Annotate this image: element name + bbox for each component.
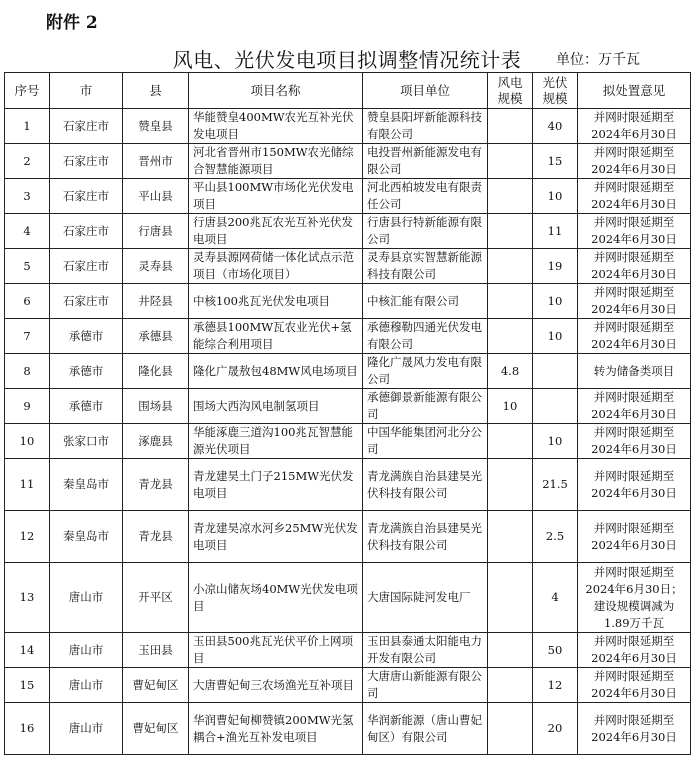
- cell-wind-scale: [488, 249, 533, 284]
- cell-city: 石家庄市: [50, 214, 123, 249]
- cell-wind-scale: [488, 459, 533, 511]
- cell-project-name: 青龙建昊土门子215MW光伏发电项目: [189, 459, 363, 511]
- cell-project-name: 青龙建昊凉水河乡25MW光伏发电项目: [189, 511, 363, 563]
- cell-county: 晋州市: [123, 144, 189, 179]
- cell-county: 开平区: [123, 563, 189, 633]
- header-opinion: 拟处置意见: [578, 73, 691, 109]
- page-title: 风电、光伏发电项目拟调整情况统计表: [172, 48, 522, 72]
- header-seq: 序号: [5, 73, 50, 109]
- cell-pv-scale: 4: [533, 563, 578, 633]
- cell-project-name: 华能涿鹿三道沟100兆瓦智慧能源光伏项目: [189, 424, 363, 459]
- cell-county: 行唐县: [123, 214, 189, 249]
- header-project-name: 项目名称: [189, 73, 363, 109]
- cell-seq: 13: [5, 563, 50, 633]
- cell-city: 唐山市: [50, 633, 123, 668]
- cell-city: 石家庄市: [50, 109, 123, 144]
- header-wind-scale: 风电规模: [488, 73, 533, 109]
- cell-project-name: 华润曹妃甸柳赞镇200MW光氢耦合+渔光互补发电项目: [189, 703, 363, 755]
- cell-pv-scale: 19: [533, 249, 578, 284]
- cell-county: 曹妃甸区: [123, 668, 189, 703]
- cell-opinion: 并网时限延期至2024年6月30日: [578, 668, 691, 703]
- cell-seq: 12: [5, 511, 50, 563]
- cell-seq: 7: [5, 319, 50, 354]
- cell-county: 玉田县: [123, 633, 189, 668]
- table-row: [5, 319, 691, 354]
- cell-project-unit: 中国华能集团河北分公司: [363, 424, 488, 459]
- cell-opinion: 并网时限延期至2024年6月30日: [578, 319, 691, 354]
- header-project-unit: 项目单位: [363, 73, 488, 109]
- cell-pv-scale: 40: [533, 109, 578, 144]
- cell-project-name: 河北省晋州市150MW农光储综合智慧能源项目: [189, 144, 363, 179]
- cell-project-unit: 灵寿县京实智慧新能源科技有限公司: [363, 249, 488, 284]
- cell-opinion: 并网时限延期至2024年6月30日；建设规模调减为1.89万千瓦: [578, 563, 691, 633]
- table-row: [5, 703, 691, 755]
- cell-opinion: 并网时限延期至2024年6月30日: [578, 284, 691, 319]
- table-header-row: [5, 73, 691, 109]
- table-row: [5, 144, 691, 179]
- cell-project-unit: 赞皇县阳坪新能源科技有限公司: [363, 109, 488, 144]
- cell-county: 赞皇县: [123, 109, 189, 144]
- cell-project-unit: 大唐国际陡河发电厂: [363, 563, 488, 633]
- cell-project-unit: 电投晋州新能源发电有限公司: [363, 144, 488, 179]
- cell-project-unit: 华润新能源（唐山曹妃甸区）有限公司: [363, 703, 488, 755]
- cell-county: 围场县: [123, 389, 189, 424]
- cell-pv-scale: 2.5: [533, 511, 578, 563]
- cell-wind-scale: [488, 633, 533, 668]
- cell-seq: 14: [5, 633, 50, 668]
- cell-opinion: 并网时限延期至2024年6月30日: [578, 179, 691, 214]
- cell-project-unit: 承德穆勒四通光伏发电有限公司: [363, 319, 488, 354]
- cell-wind-scale: [488, 563, 533, 633]
- cell-project-name: 华能赞皇400MW农光互补光伏发电项目: [189, 109, 363, 144]
- cell-project-unit: 行唐县行特新能源有限公司: [363, 214, 488, 249]
- cell-seq: 3: [5, 179, 50, 214]
- cell-project-unit: 大唐唐山新能源有限公司: [363, 668, 488, 703]
- table-row: [5, 424, 691, 459]
- attachment-label: 附件 2: [46, 13, 98, 33]
- cell-opinion: 并网时限延期至2024年6月30日: [578, 109, 691, 144]
- cell-city: 石家庄市: [50, 144, 123, 179]
- cell-opinion: 并网时限延期至2024年6月30日: [578, 633, 691, 668]
- cell-opinion: 并网时限延期至2024年6月30日: [578, 511, 691, 563]
- cell-opinion: 并网时限延期至2024年6月30日: [578, 703, 691, 755]
- statistics-table: [4, 72, 691, 755]
- cell-wind-scale: [488, 179, 533, 214]
- table-row: [5, 633, 691, 668]
- cell-city: 石家庄市: [50, 179, 123, 214]
- cell-pv-scale: 10: [533, 179, 578, 214]
- table-row: [5, 109, 691, 144]
- table-row: [5, 284, 691, 319]
- table-row: [5, 249, 691, 284]
- cell-project-unit: 河北西柏坡发电有限责任公司: [363, 179, 488, 214]
- cell-pv-scale: 20: [533, 703, 578, 755]
- cell-pv-scale: [533, 354, 578, 389]
- cell-county: 承德县: [123, 319, 189, 354]
- cell-county: 涿鹿县: [123, 424, 189, 459]
- cell-wind-scale: 4.8: [488, 354, 533, 389]
- cell-city: 石家庄市: [50, 284, 123, 319]
- cell-project-unit: 玉田县泰通太阳能电力开发有限公司: [363, 633, 488, 668]
- cell-opinion: 并网时限延期至2024年6月30日: [578, 459, 691, 511]
- header-county: 县: [123, 73, 189, 109]
- cell-project-name: 承德县100MW瓦农业光伏+氢能综合利用项目: [189, 319, 363, 354]
- cell-pv-scale: 21.5: [533, 459, 578, 511]
- cell-opinion: 并网时限延期至2024年6月30日: [578, 424, 691, 459]
- cell-opinion: 并网时限延期至2024年6月30日: [578, 144, 691, 179]
- cell-city: 唐山市: [50, 703, 123, 755]
- cell-seq: 9: [5, 389, 50, 424]
- table-row: [5, 214, 691, 249]
- cell-project-unit: 隆化广晟风力发电有限公司: [363, 354, 488, 389]
- cell-pv-scale: 10: [533, 319, 578, 354]
- cell-county: 灵寿县: [123, 249, 189, 284]
- cell-city: 秦皇岛市: [50, 511, 123, 563]
- cell-county: 曹妃甸区: [123, 703, 189, 755]
- cell-county: 平山县: [123, 179, 189, 214]
- cell-opinion: 并网时限延期至2024年6月30日: [578, 214, 691, 249]
- cell-county: 青龙县: [123, 459, 189, 511]
- cell-project-name: 灵寿县源网荷储一体化试点示范项目（市场化项目）: [189, 249, 363, 284]
- cell-wind-scale: 10: [488, 389, 533, 424]
- table-row: [5, 563, 691, 633]
- cell-project-name: 围场大西沟风电制氢项目: [189, 389, 363, 424]
- cell-city: 唐山市: [50, 668, 123, 703]
- cell-city: 唐山市: [50, 563, 123, 633]
- header-city: 市: [50, 73, 123, 109]
- table-row: [5, 668, 691, 703]
- cell-seq: 5: [5, 249, 50, 284]
- cell-wind-scale: [488, 109, 533, 144]
- cell-city: 承德市: [50, 389, 123, 424]
- cell-project-name: 玉田县500兆瓦光伏平价上网项目: [189, 633, 363, 668]
- cell-project-unit: 中核汇能有限公司: [363, 284, 488, 319]
- cell-wind-scale: [488, 668, 533, 703]
- table-row: [5, 354, 691, 389]
- cell-seq: 8: [5, 354, 50, 389]
- cell-project-name: 大唐曹妃甸三农场渔光互补项目: [189, 668, 363, 703]
- cell-wind-scale: [488, 703, 533, 755]
- cell-pv-scale: 11: [533, 214, 578, 249]
- cell-wind-scale: [488, 284, 533, 319]
- cell-opinion: 并网时限延期至2024年6月30日: [578, 389, 691, 424]
- cell-pv-scale: 12: [533, 668, 578, 703]
- table-row: [5, 511, 691, 563]
- table-row: [5, 179, 691, 214]
- cell-pv-scale: 15: [533, 144, 578, 179]
- cell-pv-scale: 10: [533, 284, 578, 319]
- unit-label: 单位：万千瓦: [556, 52, 640, 68]
- cell-project-name: 中核100兆瓦光伏发电项目: [189, 284, 363, 319]
- cell-project-name: 小凉山储灰场40MW光伏发电项目: [189, 563, 363, 633]
- table-body: [5, 109, 691, 755]
- table-row: [5, 389, 691, 424]
- cell-project-name: 隆化广晟敖包48MW风电场项目: [189, 354, 363, 389]
- cell-pv-scale: 10: [533, 424, 578, 459]
- cell-city: 承德市: [50, 354, 123, 389]
- cell-seq: 4: [5, 214, 50, 249]
- cell-seq: 11: [5, 459, 50, 511]
- cell-city: 石家庄市: [50, 249, 123, 284]
- table-row: [5, 459, 691, 511]
- cell-seq: 15: [5, 668, 50, 703]
- cell-pv-scale: 50: [533, 633, 578, 668]
- cell-opinion: 并网时限延期至2024年6月30日: [578, 249, 691, 284]
- cell-project-unit: 青龙满族自治县建昊光伏科技有限公司: [363, 511, 488, 563]
- cell-city: 张家口市: [50, 424, 123, 459]
- cell-seq: 10: [5, 424, 50, 459]
- cell-city: 秦皇岛市: [50, 459, 123, 511]
- cell-seq: 6: [5, 284, 50, 319]
- header-pv-scale: 光伏规模: [533, 73, 578, 109]
- cell-wind-scale: [488, 319, 533, 354]
- cell-wind-scale: [488, 511, 533, 563]
- cell-pv-scale: [533, 389, 578, 424]
- cell-opinion: 转为储备类项目: [578, 354, 691, 389]
- cell-project-unit: 承德御景新能源有限公司: [363, 389, 488, 424]
- cell-county: 青龙县: [123, 511, 189, 563]
- cell-wind-scale: [488, 214, 533, 249]
- cell-project-name: 平山县100MW市场化光伏发电项目: [189, 179, 363, 214]
- cell-county: 隆化县: [123, 354, 189, 389]
- cell-seq: 2: [5, 144, 50, 179]
- cell-project-unit: 青龙满族自治县建昊光伏科技有限公司: [363, 459, 488, 511]
- cell-county: 井陉县: [123, 284, 189, 319]
- cell-wind-scale: [488, 424, 533, 459]
- cell-seq: 1: [5, 109, 50, 144]
- cell-seq: 16: [5, 703, 50, 755]
- cell-project-name: 行唐县200兆瓦农光互补光伏发电项目: [189, 214, 363, 249]
- cell-wind-scale: [488, 144, 533, 179]
- cell-city: 承德市: [50, 319, 123, 354]
